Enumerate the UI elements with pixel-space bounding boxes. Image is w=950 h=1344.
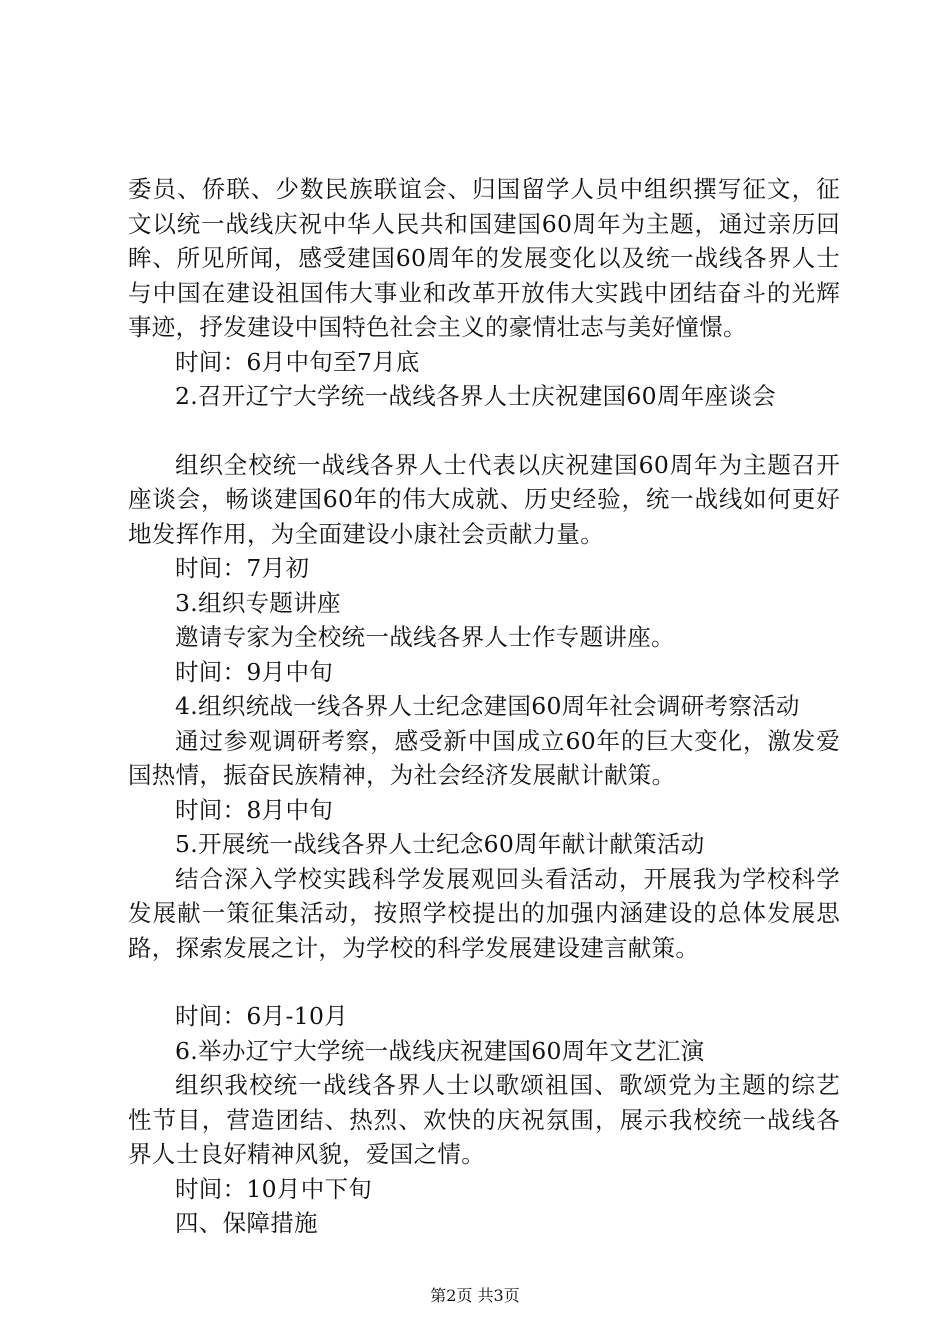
section-heading: 四、保障措施: [175, 1209, 318, 1237]
time-line: 时间：7月初: [175, 554, 310, 582]
page-footer: 第2页 共3页: [430, 1286, 520, 1305]
body-paragraph: 邀请专家为全校统一战线各界人士作专题讲座。: [175, 623, 675, 651]
item-heading: 4.组织统战一线各界人士纪念建国60周年社会调研考察活动: [175, 692, 800, 720]
document-body: [128, 172, 840, 1241]
paragraph-gap: [128, 414, 840, 448]
time-line: 时间：9月中旬: [175, 657, 334, 686]
item-heading: 5.开展统一战线各界人士纪念60周年献计献策活动: [175, 830, 705, 858]
time-line: 时间：6月中旬至7月底: [175, 347, 420, 376]
time-line: 时间：6月-10月: [175, 1002, 348, 1030]
body-paragraph: 组织全校统一战线各界人士代表以庆祝建国60周年为主题召开座谈会，畅谈建国60年的伟大成就、历史经验，统一战线如何更好地发挥作用，为全面建设小康社会贡献力量。: [128, 450, 840, 548]
time-line: 时间：10月中下旬: [175, 1174, 373, 1203]
item-heading: 3.组织专题讲座: [175, 588, 341, 617]
item-heading: 6.举办辽宁大学统一战线庆祝建国60周年文艺汇演: [175, 1036, 705, 1065]
body-paragraph: 组织我校统一战线各界人士以歌颂祖国、歌颂党为主题的综艺性节目，营造团结、热烈、欢快的庆祝氛围，展示我校统一战线各界人士良好精神风貌，爱国之情。: [128, 1071, 840, 1168]
body-paragraph: 结合深入学校实践科学发展观回头看活动，开展我为学校科学发展献一策征集活动，按照学校提出的加强内涵建设的总体发展思路，探索发展之计，为学校的科学发展建设建言献策。: [128, 864, 840, 962]
body-paragraph: 通过参观调研考察，感受新中国成立60年的巨大变化，激发爱国热情，振奋民族精神，为社会经济发展献计献策。: [128, 726, 840, 789]
paragraph-gap: [128, 965, 840, 999]
essay-activity-paragraph: 委员、侨联、少数民族联谊会、归国留学人员中组织撰写征文，征文以统一战线庆祝中华人民共和国建国60周年为主题，通过亲历回眸、所见所闻，感受建国60周年的发展变化以及统一战线各界人士与中国在建设祖国伟大事业和改革开放伟大实践中团结奋斗的光辉事迹，抒发建设中国特色社会主义的豪情壮志与美好憧憬。: [128, 175, 840, 341]
item-heading: 2.召开辽宁大学统一战线各界人士庆祝建国60周年座谈会: [175, 382, 776, 410]
time-line: 时间：8月中旬: [175, 795, 334, 824]
